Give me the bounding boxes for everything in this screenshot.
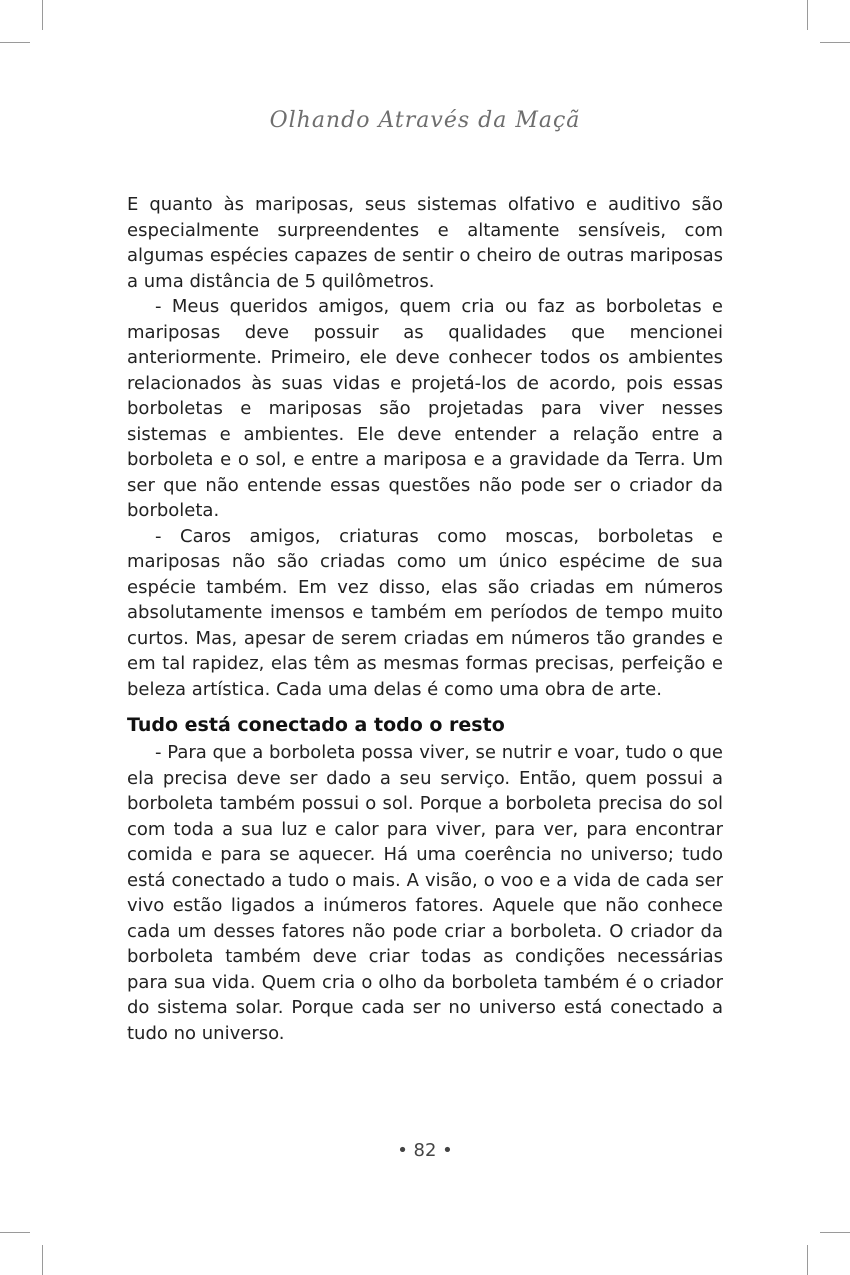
crop-mark-top-left-horizontal [0, 42, 30, 43]
crop-mark-bottom-left-horizontal [0, 1232, 30, 1233]
body-paragraph: - Meus queridos amigos, quem cria ou faz as borboletas e mariposas deve possuir as qualidades que mencionei anteriormente. Primeiro, ele deve conhecer todos os ambientes relacionados às suas vidas e projetá-los de acordo, pois essas borboletas e mariposas são projetadas para viver nesses sistemas e ambientes. Ele deve entender a relação entre a borboleta e o sol, e entre a mariposa e a gravidade da Terra. Um ser que não entende essas questões não pode ser o criador da borboleta. [127, 296, 723, 521]
page-number: • 82 • [397, 1140, 453, 1161]
crop-mark-bottom-left-vertical [42, 1245, 43, 1275]
page-body [127, 192, 723, 1046]
running-header-title: Olhando Através da Maçã [269, 108, 581, 133]
body-paragraph: E quanto às mariposas, seus sistemas olfativo e auditivo são especialmente surpreendentes e altamente sensíveis, com algumas espécies capazes de sentir o cheiro de outras mariposas a uma distância de 5 quilômetros. [127, 194, 723, 292]
crop-mark-top-left-vertical [42, 0, 43, 30]
crop-mark-bottom-right-horizontal [820, 1232, 850, 1233]
crop-mark-top-right-horizontal [820, 42, 850, 43]
body-paragraph: - Caros amigos, criaturas como moscas, borboletas e mariposas não são criadas como um único espécime de sua espécie também. Em vez disso, elas são criadas em números absolutamente imensos e também em períodos de tempo muito curtos. Mas, apesar de serem criadas em números tão grandes e em tal rapidez, elas têm as mesmas formas precisas, perfeição e beleza artística. Cada uma delas é como uma obra de arte. [127, 525, 723, 700]
crop-mark-top-right-vertical [807, 0, 808, 30]
body-paragraph: - Para que a borboleta possa viver, se nutrir e voar, tudo o que ela precisa deve ser dado a seu serviço. Então, quem possui a borboleta também possui o sol. Porque a borboleta precisa do sol com toda a sua luz e calor para viver, para ver, para encontrar comida e para se aquecer. Há uma coerência no universo; tudo está conectado a tudo o mais. A visão, o voo e a vida de cada ser vivo estão ligados a inúmeros fatores. Aquele que não conhece cada um desses fatores não pode criar a borboleta. O criador da borboleta também deve criar todas as condições necessárias para sua vida. Quem cria o olho da borboleta também é o criador do sistema solar. Porque cada ser no universo está conectado a tudo no universo. [127, 742, 723, 1044]
crop-mark-bottom-right-vertical [807, 1245, 808, 1275]
section-heading: Tudo está conectado a todo o resto [127, 714, 505, 736]
